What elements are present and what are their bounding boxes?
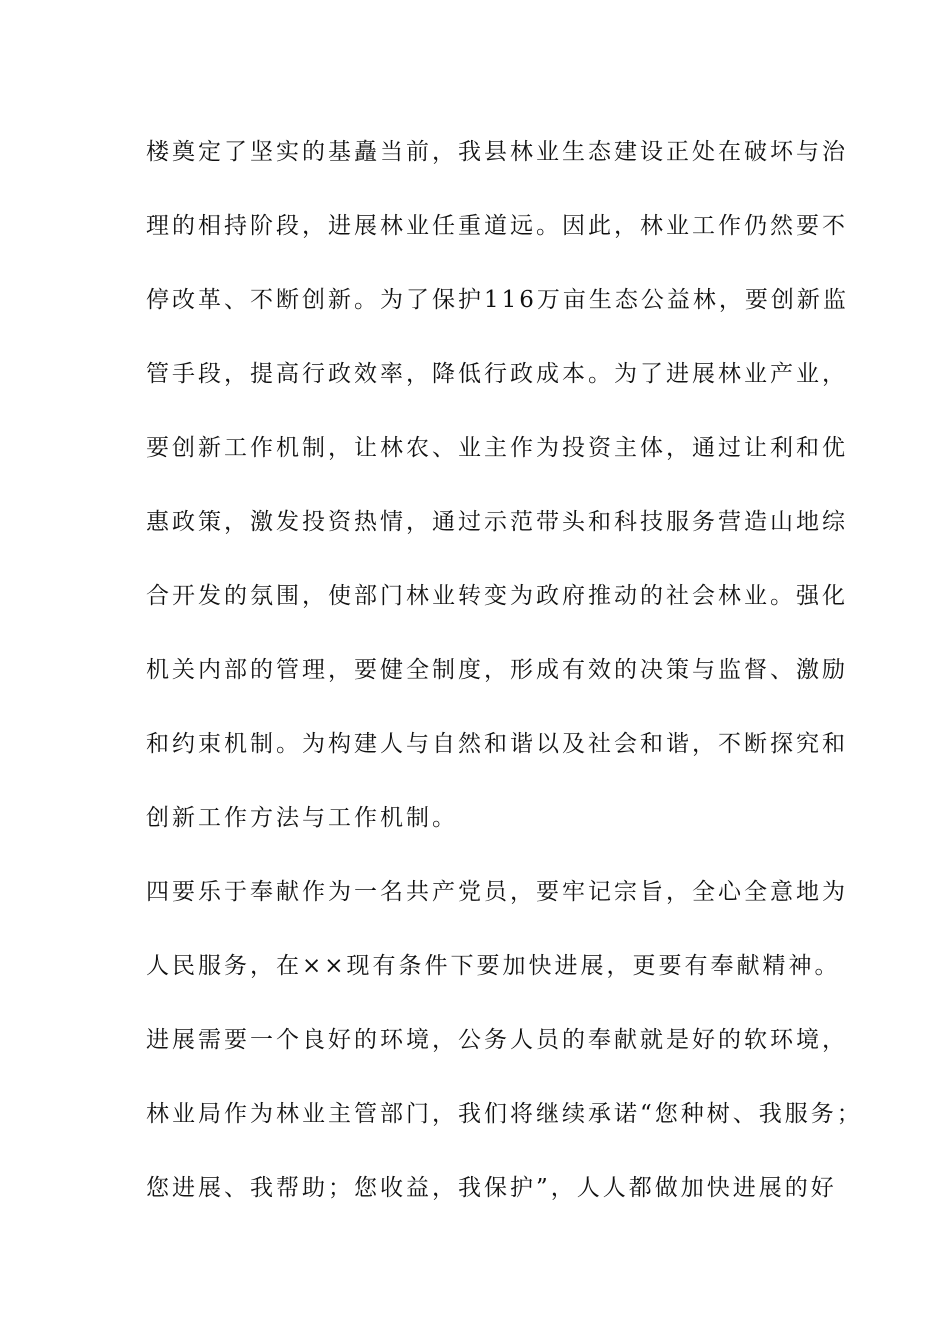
text-line-6: 惠政策，激发投资热情，通过示范带头和科技服务营造山地综 [146,509,848,535]
text-line-4: 管手段，提高行政效率，降低行政成本。为了进展林业产业， [146,361,848,387]
text-line-8: 机关内部的管理，要健全制度，形成有效的决策与监督、激励 [146,657,848,683]
text-line-3: 停改革、不断创新。为了保护116万亩生态公益林，要创新监 [146,287,849,313]
text-line-5: 要创新工作机制，让林农、业主作为投资主体，通过让利和优 [146,435,848,461]
text-line-14: 林业局作为林业主管部门，我们将继续承诺“您种树、我服务； [146,1101,863,1127]
text-line-11: 四要乐于奉献作为一名共产党员，要牢记宗旨，全心全意地为 [146,879,848,905]
text-line-2: 理的相持阶段，进展林业任重道远。因此，林业工作仍然要不 [146,213,848,239]
text-line-7: 合开发的氛围，使部门林业转变为政府推动的社会林业。强化 [146,583,848,609]
text-line-15: 您进展、我帮助；您收益，我保护”，人人都做加快进展的好 [146,1175,837,1201]
text-line-12: 人民服务，在××现有条件下要加快进展，更要有奉献精神。 [146,953,841,979]
text-line-10: 创新工作方法与工作机制。 [146,805,458,831]
body-text [146,130,863,1240]
text-line-9: 和约束机制。为构建人与自然和谐以及社会和谐，不断探究和 [146,731,848,757]
text-line-1: 楼奠定了坚实的基矗当前，我县林业生态建设正处在破坏与治 [146,139,848,165]
text-line-13: 进展需要一个良好的环境，公务人员的奉献就是好的软环境， [146,1027,848,1053]
